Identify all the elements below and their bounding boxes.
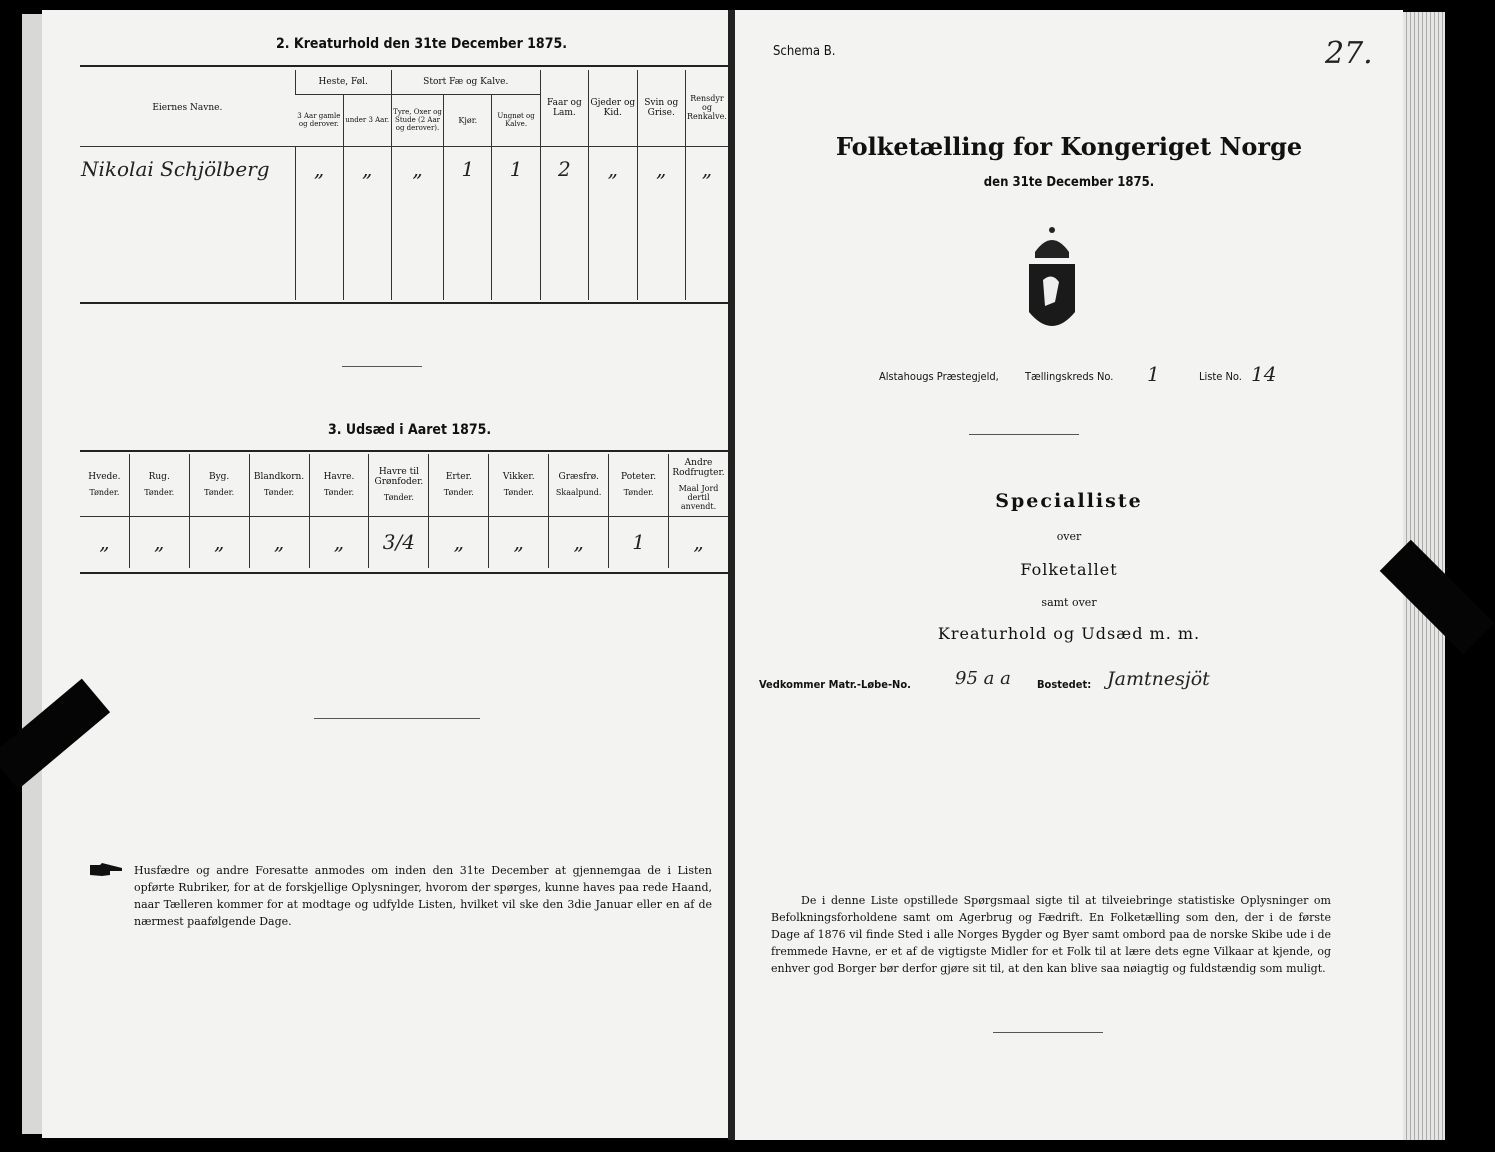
reindeer-cell: „ xyxy=(685,146,728,192)
seed-header-unit: Tønder. xyxy=(144,488,175,498)
list-label: Liste No. xyxy=(1199,370,1242,383)
divider xyxy=(342,366,422,367)
samt-over-label: samt over xyxy=(1041,596,1097,609)
specialliste-title: Specialliste xyxy=(995,490,1143,512)
parish-label: Alstahougs Præstegjeld, xyxy=(879,370,999,383)
horses-old-cell: „ xyxy=(295,146,343,192)
divider xyxy=(993,1032,1103,1033)
seed-value-3: „ xyxy=(249,516,309,568)
pointing-hand-icon xyxy=(88,862,124,878)
seed-header-name: Græsfrø. xyxy=(558,472,599,483)
district-value: 1 xyxy=(1147,362,1160,386)
section2-title: 2. Kreaturhold den 31te December 1875. xyxy=(276,36,568,52)
seed-header-unit: Tønder. xyxy=(443,488,474,498)
bostedet-value: Jamtnesjöt xyxy=(1107,668,1210,690)
date-line: den 31te December 1875. xyxy=(983,175,1155,190)
seed-value-8: „ xyxy=(549,516,609,568)
seed-header-name: Hvede. xyxy=(88,472,121,483)
left-page xyxy=(42,10,730,1138)
seed-value-9: 1 xyxy=(609,516,669,568)
seed-value-6: „ xyxy=(429,516,489,568)
sheep-header: Faar og Lam. xyxy=(540,70,588,146)
seed-value-5: 3/4 xyxy=(369,516,429,568)
cattle-young-header: Ungnøt og Kalve. xyxy=(492,94,540,146)
seed-header-0 xyxy=(80,454,129,516)
pigs-header: Svin og Grise. xyxy=(637,70,685,146)
page-number: 27. xyxy=(1325,36,1373,71)
seed-header-name: Blandkorn. xyxy=(253,472,305,483)
seed-header-name: Andre Rodfrugter. xyxy=(672,458,725,479)
seed-header-8 xyxy=(549,454,609,516)
cattle-bulls-header: Tyre, Oxer og Stude (2 Aar og derover). xyxy=(391,94,443,146)
table-bottom-rule xyxy=(80,302,728,304)
seed-value-10: „ xyxy=(669,516,728,568)
seed-bottom-rule xyxy=(80,572,728,574)
explanation-text: De i denne Liste opstillede Spørgsmaal sigte til at tilveiebringe statistiske Oplysninger om Befolkningsforholdene samt om Agerbrug og Fædrift. En Folketælling som den, der i de første Dage af 1876 vil finde Sted i alle Norges Bygder og Byer samt ombord paa de norske Skibe ude i de fremmede Havne, er et af de vigtigste Midler for et Folk til at lære dets egne Vilkaar at kjende, og enhver god Borger bør derfor gjøre sit til, at den kan blive saa nøiagtig og fuldstændig som muligt. xyxy=(771,894,1331,975)
horses-young-cell: „ xyxy=(343,146,391,192)
seed-header-unit: Tønder. xyxy=(383,493,414,503)
matr-label: Vedkommer Matr.-Løbe-No. xyxy=(759,678,911,691)
seed-header-name: Erter. xyxy=(445,472,472,483)
sheep-cell: 2 xyxy=(540,146,588,192)
owner-cell: Nikolai Schjölberg xyxy=(81,157,270,182)
cattle-young-cell: 1 xyxy=(492,146,540,192)
seed-header-3 xyxy=(249,454,309,516)
seed-header-2 xyxy=(189,454,249,516)
kreaturhold-label: Kreaturhold og Udsæd m. m. xyxy=(937,624,1201,643)
seed-header-unit: Tønder. xyxy=(89,488,120,498)
bostedet-label: Bostedet: xyxy=(1037,678,1092,691)
folketallet-label: Folketallet xyxy=(1020,560,1118,579)
seed-value-1: „ xyxy=(129,516,189,568)
seed-header-1 xyxy=(129,454,189,516)
seed-header-name: Vikker. xyxy=(502,472,535,483)
right-page xyxy=(735,10,1403,1140)
matr-value: 95 a a xyxy=(955,668,1011,689)
owner-header: Eiernes Navne. xyxy=(152,102,223,113)
main-title: Folketælling for Kongeriget Norge xyxy=(835,132,1303,161)
cattle-cows-cell: 1 xyxy=(444,146,492,192)
cattle-header: Stort Fæ og Kalve. xyxy=(391,70,540,94)
divider xyxy=(314,718,480,719)
seed-header-name: Byg. xyxy=(208,472,230,483)
norway-coat-of-arms-icon xyxy=(1025,222,1079,342)
seed-header-6 xyxy=(429,454,489,516)
divider xyxy=(969,434,1079,435)
district-label: Tællingskreds No. xyxy=(1025,370,1114,383)
goats-cell: „ xyxy=(589,146,638,192)
seed-top-rule xyxy=(80,450,728,452)
seed-header-unit: Tønder. xyxy=(503,488,534,498)
seed-value-2: „ xyxy=(189,516,249,568)
seed-value-7: „ xyxy=(489,516,549,568)
cattle-bulls-cell: „ xyxy=(391,146,443,192)
reindeer-header: Rensdyr og Renkalve. xyxy=(685,70,728,146)
seed-header-name: Rug. xyxy=(148,472,170,483)
horses-old-header: 3 Aar gamle og derover. xyxy=(295,94,343,146)
livestock-table xyxy=(80,70,728,300)
pigs-cell: „ xyxy=(637,146,685,192)
seed-header-unit: Tønder. xyxy=(264,488,295,498)
seed-header-unit: Tønder. xyxy=(323,488,354,498)
seed-header-unit: Tønder. xyxy=(623,488,654,498)
seed-header-7 xyxy=(489,454,549,516)
schema-label: Schema B. xyxy=(773,44,836,59)
seed-header-name: Havre til Grønfoder. xyxy=(374,467,424,488)
over-label: over xyxy=(1056,530,1082,543)
seed-header-name: Havre. xyxy=(323,472,355,483)
seed-value-0: „ xyxy=(99,530,110,555)
section3-title: 3. Udsæd i Aaret 1875. xyxy=(328,422,492,438)
seed-header-name: Poteter. xyxy=(621,472,657,483)
seed-header-unit: Tønder. xyxy=(204,488,235,498)
seed-header-unit: Skaalpund. xyxy=(555,488,602,498)
seed-header-9 xyxy=(609,454,669,516)
goats-header: Gjeder og Kid. xyxy=(589,70,638,146)
seed-header-5 xyxy=(369,454,429,516)
seed-value-4: „ xyxy=(309,516,369,568)
seed-header-4 xyxy=(309,454,369,516)
instruction-note: Husfædre og andre Foresatte anmodes om inden den 31te December at gjennemgaa de i Listen opførte Rubriker, for at de forskjellige Oplysninger, hvorom der spørges, kunne haves paa rede Haand, naar Tælleren kommer for at modtage og udfylde Listen, hvilket vil ske den 3die Januar eller en af de nærmest paafølgende Dage. xyxy=(134,864,712,928)
horses-young-header: under 3 Aar. xyxy=(343,94,391,146)
left-book-edge xyxy=(22,14,43,1134)
seed-header-unit: Maal Jord dertil anvendt. xyxy=(678,484,719,512)
seed-header-10 xyxy=(669,454,728,516)
table-top-rule xyxy=(80,65,728,67)
cattle-cows-header: Kjør. xyxy=(444,94,492,146)
seed-table xyxy=(80,454,728,568)
horses-header: Heste, Føl. xyxy=(295,70,391,94)
list-value: 14 xyxy=(1251,362,1277,386)
